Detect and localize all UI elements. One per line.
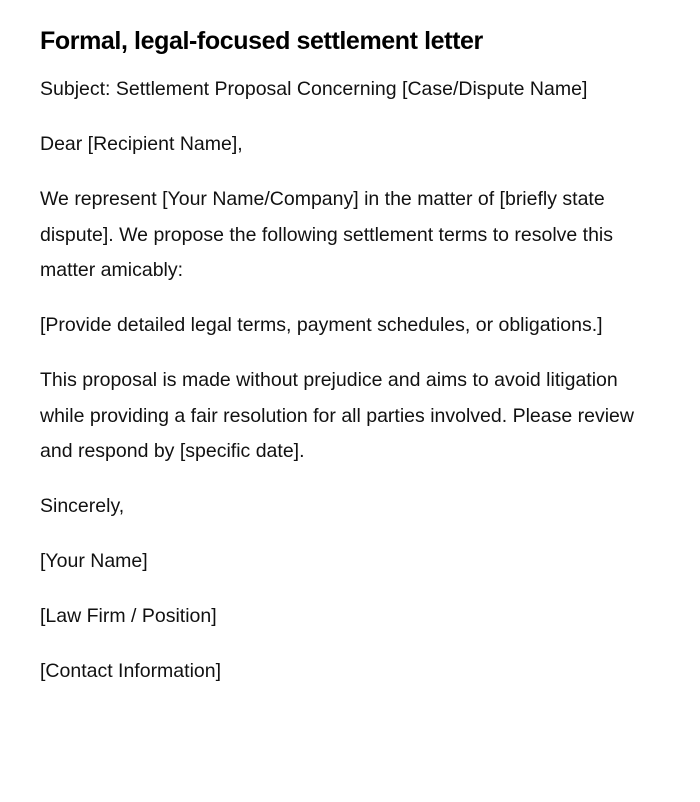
body-paragraph-conclusion: This proposal is made without prejudice and aims to avoid litigation while providing a fair resolution for all parties involved. Please review and respond by [specific date]. <box>40 369 634 462</box>
signature-contact: [Contact Information] <box>40 660 222 682</box>
signature-position: [Law Firm / Position] <box>40 605 217 627</box>
salutation: Dear [Recipient Name], <box>40 133 243 155</box>
closing: Sincerely, <box>40 495 125 517</box>
letter-document <box>40 24 640 709</box>
signature-name: [Your Name] <box>40 550 148 572</box>
body-paragraph-intro: We represent [Your Name/Company] in the matter of [briefly state dispute]. We propose the following settlement terms to resolve this matter amicably: <box>40 188 614 281</box>
body-paragraph-terms: [Provide detailed legal terms, payment schedules, or obligations.] <box>40 314 603 336</box>
subject-line: Subject: Settlement Proposal Concerning [Case/Dispute Name] <box>40 78 588 100</box>
document-title: Formal, legal-focused settlement letter <box>40 27 483 55</box>
